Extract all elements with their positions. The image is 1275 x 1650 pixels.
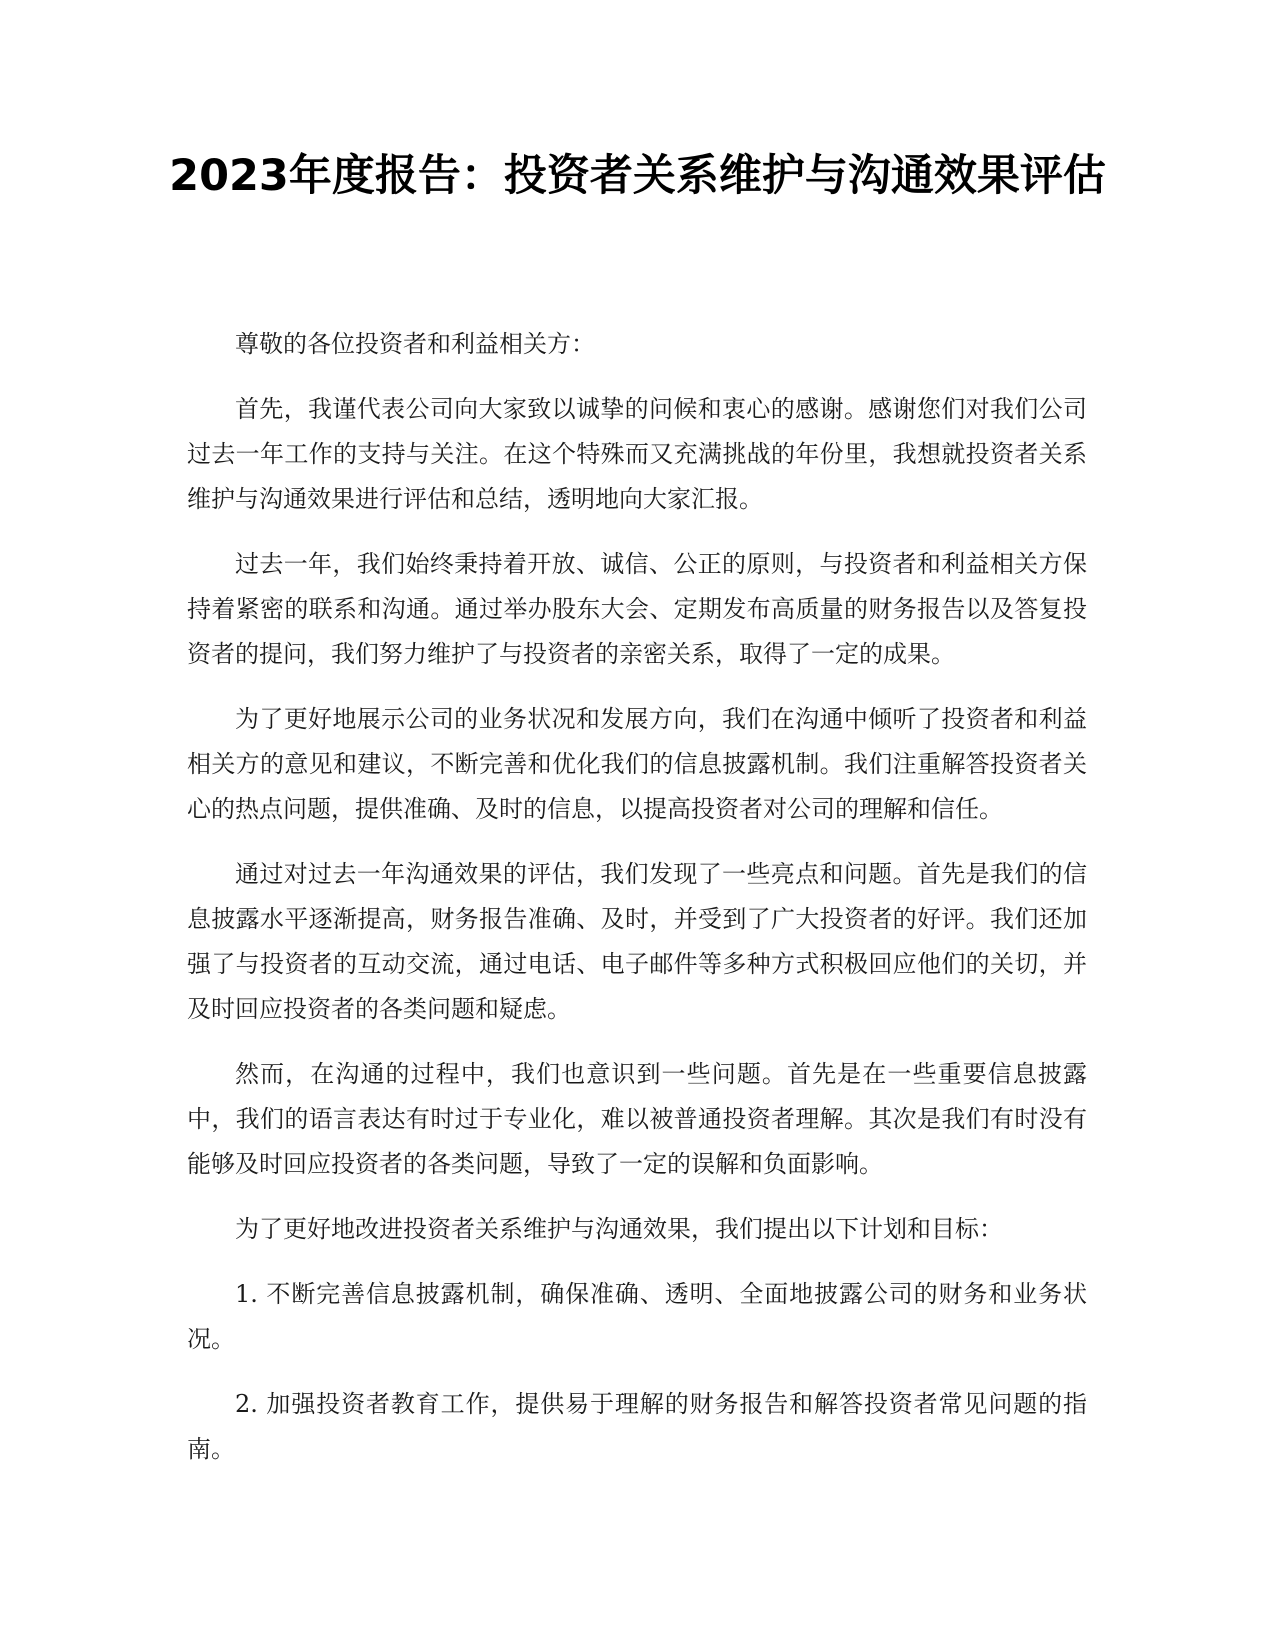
body-paragraph: 通过对过去一年沟通效果的评估，我们发现了一些亮点和问题。首先是我们的信息披露水平逐渐提高，财务报告准确、及时，并受到了广大投资者的好评。我们还加强了与投资者的互动交流，通过电话、电子邮件等多种方式积极回应他们的关切，并及时回应投资者的各类问题和疑虑。 [187,860,1087,1023]
body-paragraph: 首先，我谨代表公司向大家致以诚挚的问候和衷心的感谢。感谢您们对我们公司过去一年工作的支持与关注。在这个特殊而又充满挑战的年份里，我想就投资者关系维护与沟通效果进行评估和总结，透明地向大家汇报。 [187,395,1087,513]
list-item-paragraph: 1. 不断完善信息披露机制，确保准确、透明、全面地披露公司的财务和业务状况。 [187,1280,1087,1353]
document-body [187,322,1087,1492]
body-paragraph: 为了更好地改进投资者关系维护与沟通效果，我们提出以下计划和目标： [235,1215,1003,1243]
body-paragraph: 为了更好地展示公司的业务状况和发展方向，我们在沟通中倾听了投资者和利益相关方的意见和建议，不断完善和优化我们的信息披露机制。我们注重解答投资者关心的热点问题，提供准确、及时的信息，以提高投资者对公司的理解和信任。 [187,705,1087,823]
list-item-paragraph: 2. 加强投资者教育工作，提供易于理解的财务报告和解答投资者常见问题的指南。 [187,1390,1087,1463]
document-title: 2023年度报告：投资者关系维护与沟通效果评估 [169,151,1106,201]
body-paragraph: 过去一年，我们始终秉持着开放、诚信、公正的原则，与投资者和利益相关方保持着紧密的联系和沟通。通过举办股东大会、定期发布高质量的财务报告以及答复投资者的提问，我们努力维护了与投资者的亲密关系，取得了一定的成果。 [187,550,1087,668]
salutation-paragraph: 尊敬的各位投资者和利益相关方： [235,330,595,358]
body-paragraph: 然而，在沟通的过程中，我们也意识到一些问题。首先是在一些重要信息披露中，我们的语言表达有时过于专业化，难以被普通投资者理解。其次是我们有时没有能够及时回应投资者的各类问题，导致了一定的误解和负面影响。 [187,1060,1087,1178]
